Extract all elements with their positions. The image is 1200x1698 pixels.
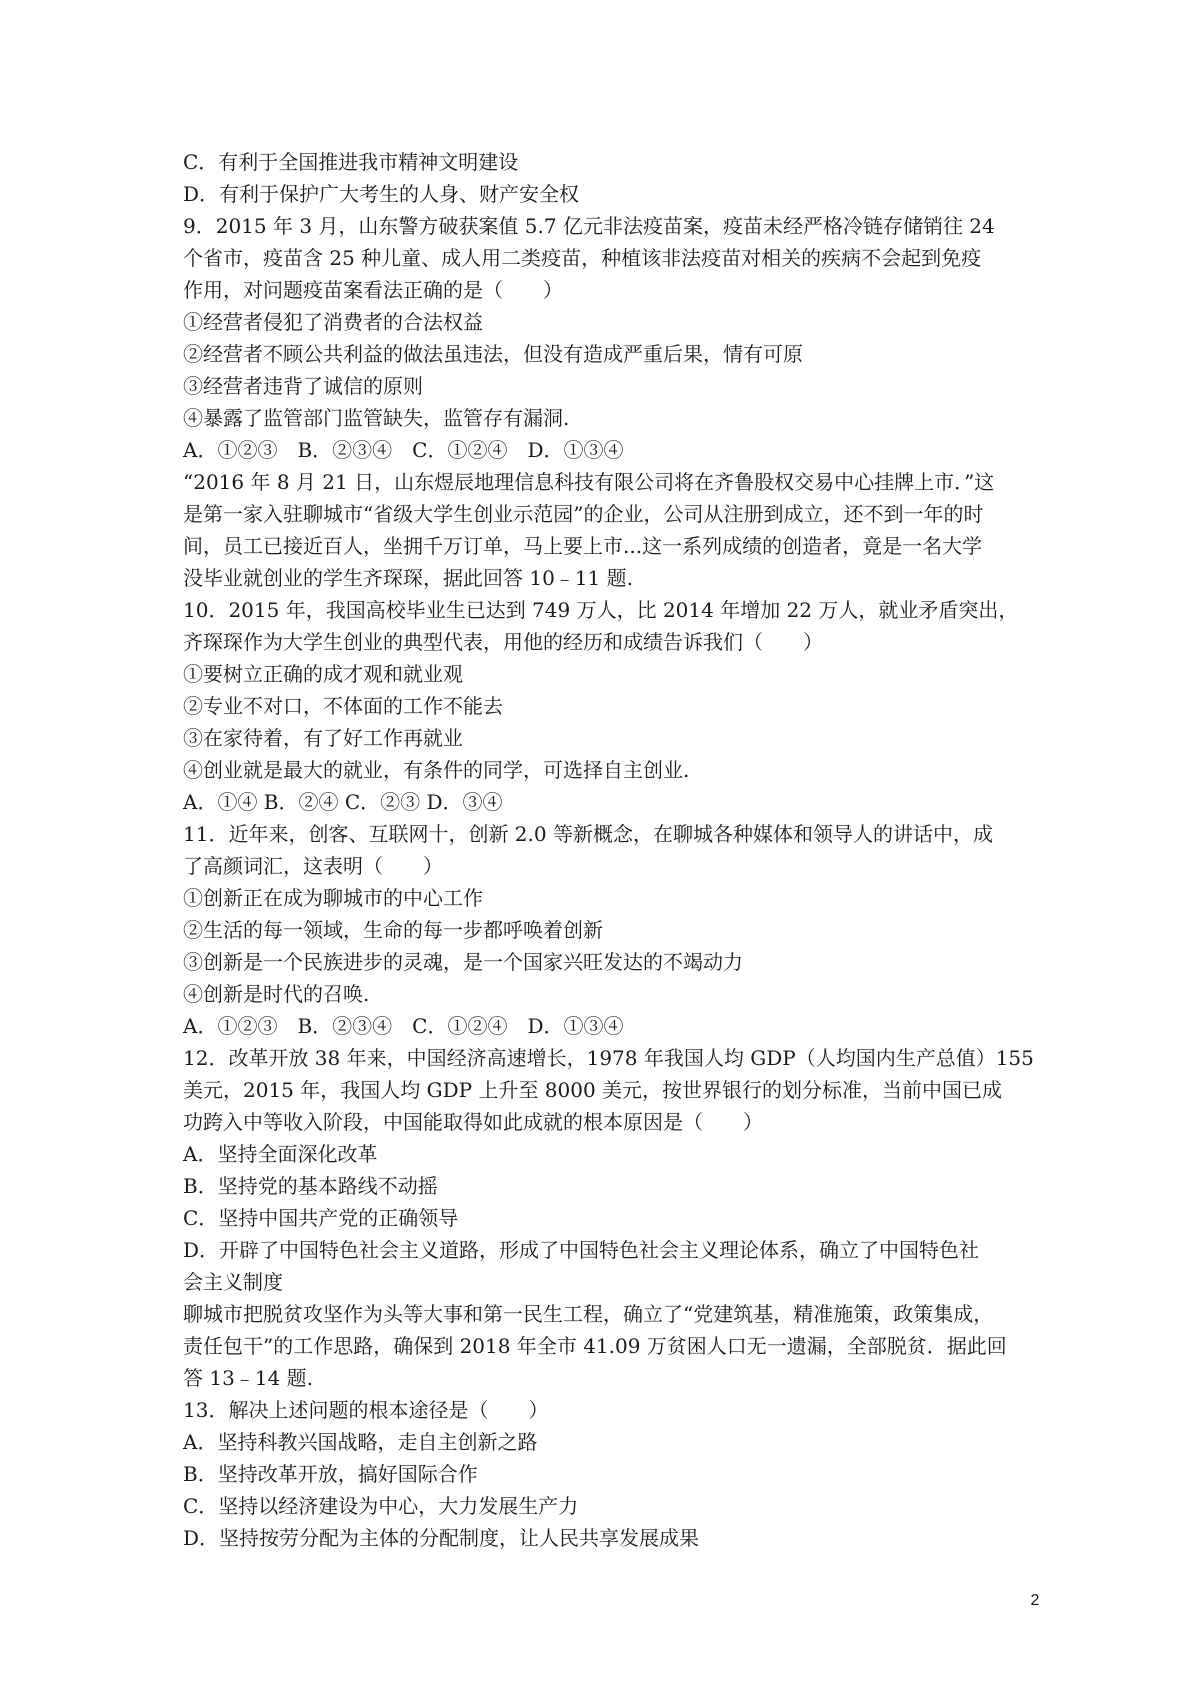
text-line: ③创新是一个民族进步的灵魂，是一个国家兴旺发达的不竭动力 xyxy=(183,950,743,974)
text-line: ④暴露了监管部门监管缺失，监管存有漏洞. xyxy=(183,406,570,430)
document-body xyxy=(183,146,1043,1554)
text-line: D．开辟了中国特色社会主义道路，形成了中国特色社会主义理论体系，确立了中国特色社 xyxy=(183,1238,980,1262)
text-line: 齐琛琛作为大学生创业的典型代表，用他的经历和成绩告诉我们（ ） xyxy=(183,630,823,654)
text-line: ②经营者不顾公共利益的做法虽违法，但没有造成严重后果，情有可原 xyxy=(183,342,803,366)
text-line: 11．近年来，创客、互联网十，创新 2.0 等新概念，在聊城各种媒体和领导人的讲话中，成 xyxy=(183,822,993,846)
text-line: 美元，2015 年，我国人均 GDP 上升至 8000 美元，按世界银行的划分标准，当前中国已成 xyxy=(183,1078,1003,1102)
text-line: A．①②③ B．②③④ C．①②④ D．①③④ xyxy=(183,1014,624,1038)
text-line: ②生活的每一领域，生命的每一步都呼唤着创新 xyxy=(183,918,603,942)
text-line: 了高颜词汇，这表明（ ） xyxy=(183,854,443,878)
text-line: 9．2015 年 3 月，山东警方破获案值 5.7 亿元非法疫苗案，疫苗未经严格冷链存储销往 24 xyxy=(183,214,995,238)
text-line: ④创业就是最大的就业，有条件的同学，可选择自主创业. xyxy=(183,758,690,782)
text-line: 责任包干”的工作思路，确保到 2018 年全市 41.09 万贫困人口无一遗漏，全部脱贫．据此回 xyxy=(183,1334,1007,1358)
text-line: B．坚持党的基本路线不动摇 xyxy=(183,1174,438,1198)
text-line: D．有利于保护广大考生的人身、财产安全权 xyxy=(183,182,580,206)
text-line: 没毕业就创业的学生齐琛琛，据此回答 10﹣11 题. xyxy=(183,566,633,590)
text-line: “2016 年 8 月 21 日，山东煜辰地理信息科技有限公司将在齐鲁股权交易中心挂牌上市．”这 xyxy=(183,470,995,494)
text-line: A．坚持科教兴国战略，走自主创新之路 xyxy=(183,1430,538,1454)
text-line: ③在家待着，有了好工作再就业 xyxy=(183,726,463,750)
text-line: 13．解决上述问题的根本途径是（ ） xyxy=(183,1398,549,1422)
text-line: 10．2015 年，我国高校毕业生已达到 749 万人，比 2014 年增加 22 万人，就业矛盾突出， xyxy=(183,598,1019,622)
page-number: 2 xyxy=(1030,1592,1040,1609)
text-line: 功跨入中等收入阶段，中国能取得如此成就的根本原因是（ ） xyxy=(183,1110,763,1134)
text-line: A．①②③ B．②③④ C．①②④ D．①③④ xyxy=(183,438,624,462)
text-line: 答 13﹣14 题. xyxy=(183,1366,313,1390)
text-line: C．有利于全国推进我市精神文明建设 xyxy=(183,150,519,174)
text-line: 间，员工已接近百人，坐拥千万订单，马上要上市...这一系列成绩的创造者，竟是一名大学 xyxy=(183,534,983,558)
text-line: ①要树立正确的成才观和就业观 xyxy=(183,662,463,686)
text-line: ③经营者违背了诚信的原则 xyxy=(183,374,423,398)
text-line: ④创新是时代的召唤. xyxy=(183,982,370,1006)
text-line: 12．改革开放 38 年来，中国经济高速增长，1978 年我国人均 GDP（人均国内生产总值）155 xyxy=(183,1046,1034,1070)
text-line: 聊城市把脱贫攻坚作为头等大事和第一民生工程，确立了“党建筑基，精准施策，政策集成， xyxy=(183,1302,994,1326)
text-line: 会主义制度 xyxy=(183,1270,283,1294)
text-line: A．①④ B．②④ C．②③ D．③④ xyxy=(183,790,503,814)
text-line: ①创新正在成为聊城市的中心工作 xyxy=(183,886,483,910)
text-line: 作用，对问题疫苗案看法正确的是（ ） xyxy=(183,278,563,302)
text-line: C．坚持中国共产党的正确领导 xyxy=(183,1206,459,1230)
text-line: D．坚持按劳分配为主体的分配制度，让人民共享发展成果 xyxy=(183,1526,700,1550)
text-line: 是第一家入驻聊城市“省级大学生创业示范园”的企业，公司从注册到成立，还不到一年的时 xyxy=(183,502,984,526)
text-line: 个省市，疫苗含 25 种儿童、成人用二类疫苗，种植该非法疫苗对相关的疾病不会起到免疫 xyxy=(183,246,982,270)
text-line: A．坚持全面深化改革 xyxy=(183,1142,378,1166)
text-line: B．坚持改革开放，搞好国际合作 xyxy=(183,1462,478,1486)
text-line: C．坚持以经济建设为中心，大力发展生产力 xyxy=(183,1494,579,1518)
text-line: ②专业不对口，不体面的工作不能去 xyxy=(183,694,503,718)
text-line: ①经营者侵犯了消费者的合法权益 xyxy=(183,310,483,334)
